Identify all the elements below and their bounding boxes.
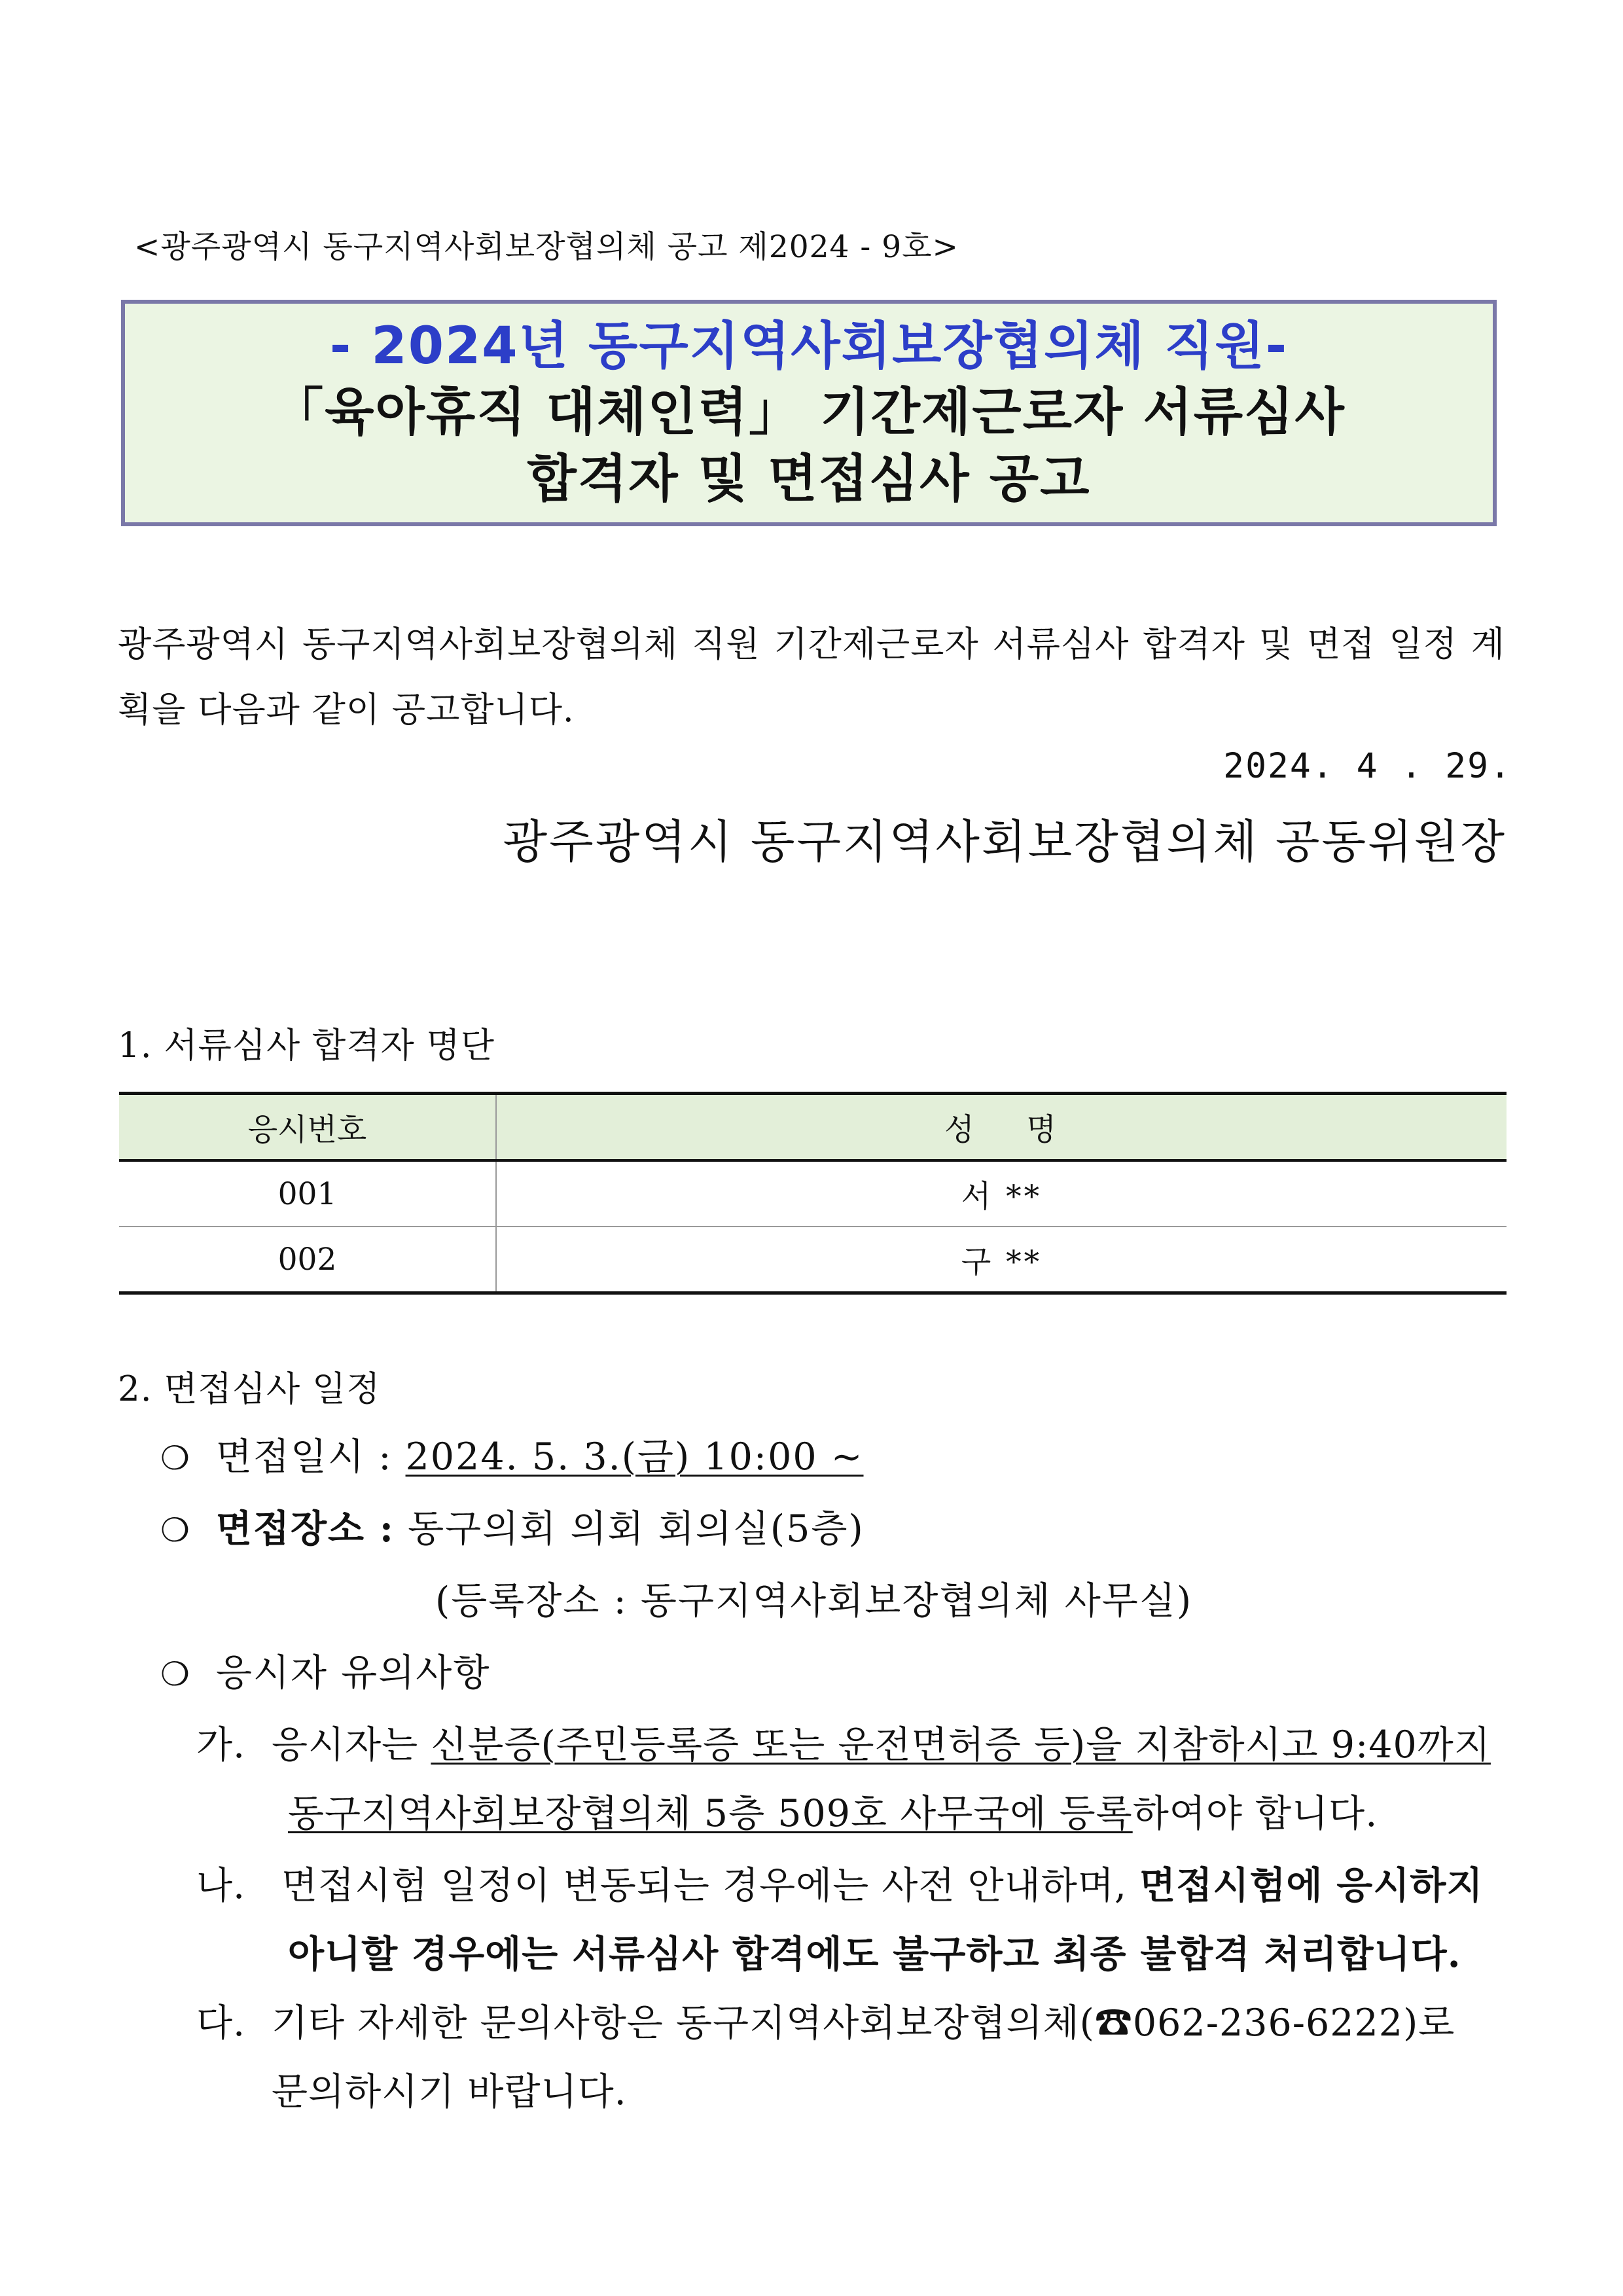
notes-heading-row xyxy=(160,1643,490,1696)
note-da-label: 다. xyxy=(196,2001,246,2045)
intro-paragraph: 광주광역시 동구지역사회보장협의체 직원 기간제근로자 서류심사 합격자 및 면접 일정 계획을 다음과 같이 공고합니다. xyxy=(118,624,1505,730)
interview-date-label: 면접일시 : xyxy=(215,1435,393,1479)
organization-name: 광주광역시 동구지역사회보장협의체 공동위원장 xyxy=(503,815,1507,869)
note-na-label: 나. xyxy=(196,1864,246,1907)
note-ga-suffix: 하여야 합니다. xyxy=(1132,1792,1378,1835)
note-ga-prefix: 응시자는 xyxy=(272,1723,419,1767)
note-ga-underlined-1: 신분증(주민등록증 또는 운전면허증 등)을 지참하시고 9:40까지 xyxy=(431,1723,1491,1767)
interview-place-label: 면접장소 : xyxy=(215,1507,395,1551)
title-line-2: 「육아휴직 대체인력」 기간제근로자 서류심사 xyxy=(272,383,1346,442)
note-da-line2: 문의하시기 바랍니다. xyxy=(272,2070,627,2113)
result-table xyxy=(119,1092,1507,1295)
bullet-icon: ❍ xyxy=(160,1439,191,1477)
section1-heading: 1. 서류심사 합격자 명단 xyxy=(118,1026,495,1066)
table-row xyxy=(119,1227,1507,1293)
interview-date-value: 2024. 5. 3.(금) 10:00 ~ xyxy=(405,1435,864,1479)
applicant-name-cell: 서 ** xyxy=(961,1178,1043,1215)
note-ga-line2 xyxy=(288,1784,1378,1837)
applicant-no-cell: 001 xyxy=(119,1160,496,1227)
section2-heading: 2. 면접심사 일정 xyxy=(118,1369,381,1409)
header-name: 성 명 xyxy=(496,1094,1507,1161)
interview-place-value: 동구의회 의회 회의실(5층) xyxy=(408,1507,865,1551)
applicant-name-cell: 구 ** xyxy=(961,1244,1043,1280)
note-ga-line1 xyxy=(272,1715,1491,1768)
registration-place: (등록장소 : 동구지역사회보장협의체 사무실) xyxy=(435,1579,1193,1623)
title-line-3: 합격자 및 면접심사 공고 xyxy=(527,449,1091,509)
title-line-1: - 2024년 동구지역사회보장협의체 직원- xyxy=(329,316,1289,376)
bullet-icon: ❍ xyxy=(160,1655,191,1693)
interview-place-row xyxy=(160,1499,865,1552)
note-na-line2: 아니할 경우에는 서류심사 합격에도 불구하고 최종 불합격 처리합니다. xyxy=(288,1932,1461,1976)
note-da-line1: 기타 자세한 문의사항은 동구지역사회보장협의체(☎062-236-6222)로 xyxy=(272,2001,1455,2045)
bullet-icon: ❍ xyxy=(160,1511,191,1549)
note-na-line1 xyxy=(281,1856,1484,1909)
title-box xyxy=(121,300,1497,526)
note-na-bold-1: 면접시험에 응시하지 xyxy=(1139,1863,1484,1907)
note-ga-underlined-2: 동구지역사회보장협의체 5층 509호 사무국에 등록 xyxy=(288,1792,1133,1835)
notes-heading: 응시자 유의사항 xyxy=(215,1651,491,1695)
header-applicant-no: 응시번호 xyxy=(119,1094,496,1161)
note-ga-label: 가. xyxy=(196,1723,246,1767)
notice-number: <광주광역시 동구지역사회보장협의체 공고 제2024 - 9호> xyxy=(134,229,959,265)
notice-date: 2024. 4 . 29. xyxy=(1223,746,1512,786)
note-na-plain: 면접시험 일정이 변동되는 경우에는 사전 안내하며, xyxy=(281,1864,1128,1907)
interview-date-row xyxy=(160,1427,864,1480)
applicant-no-cell: 002 xyxy=(119,1227,496,1293)
table-header-row xyxy=(119,1094,1507,1161)
table-row xyxy=(119,1160,1507,1227)
